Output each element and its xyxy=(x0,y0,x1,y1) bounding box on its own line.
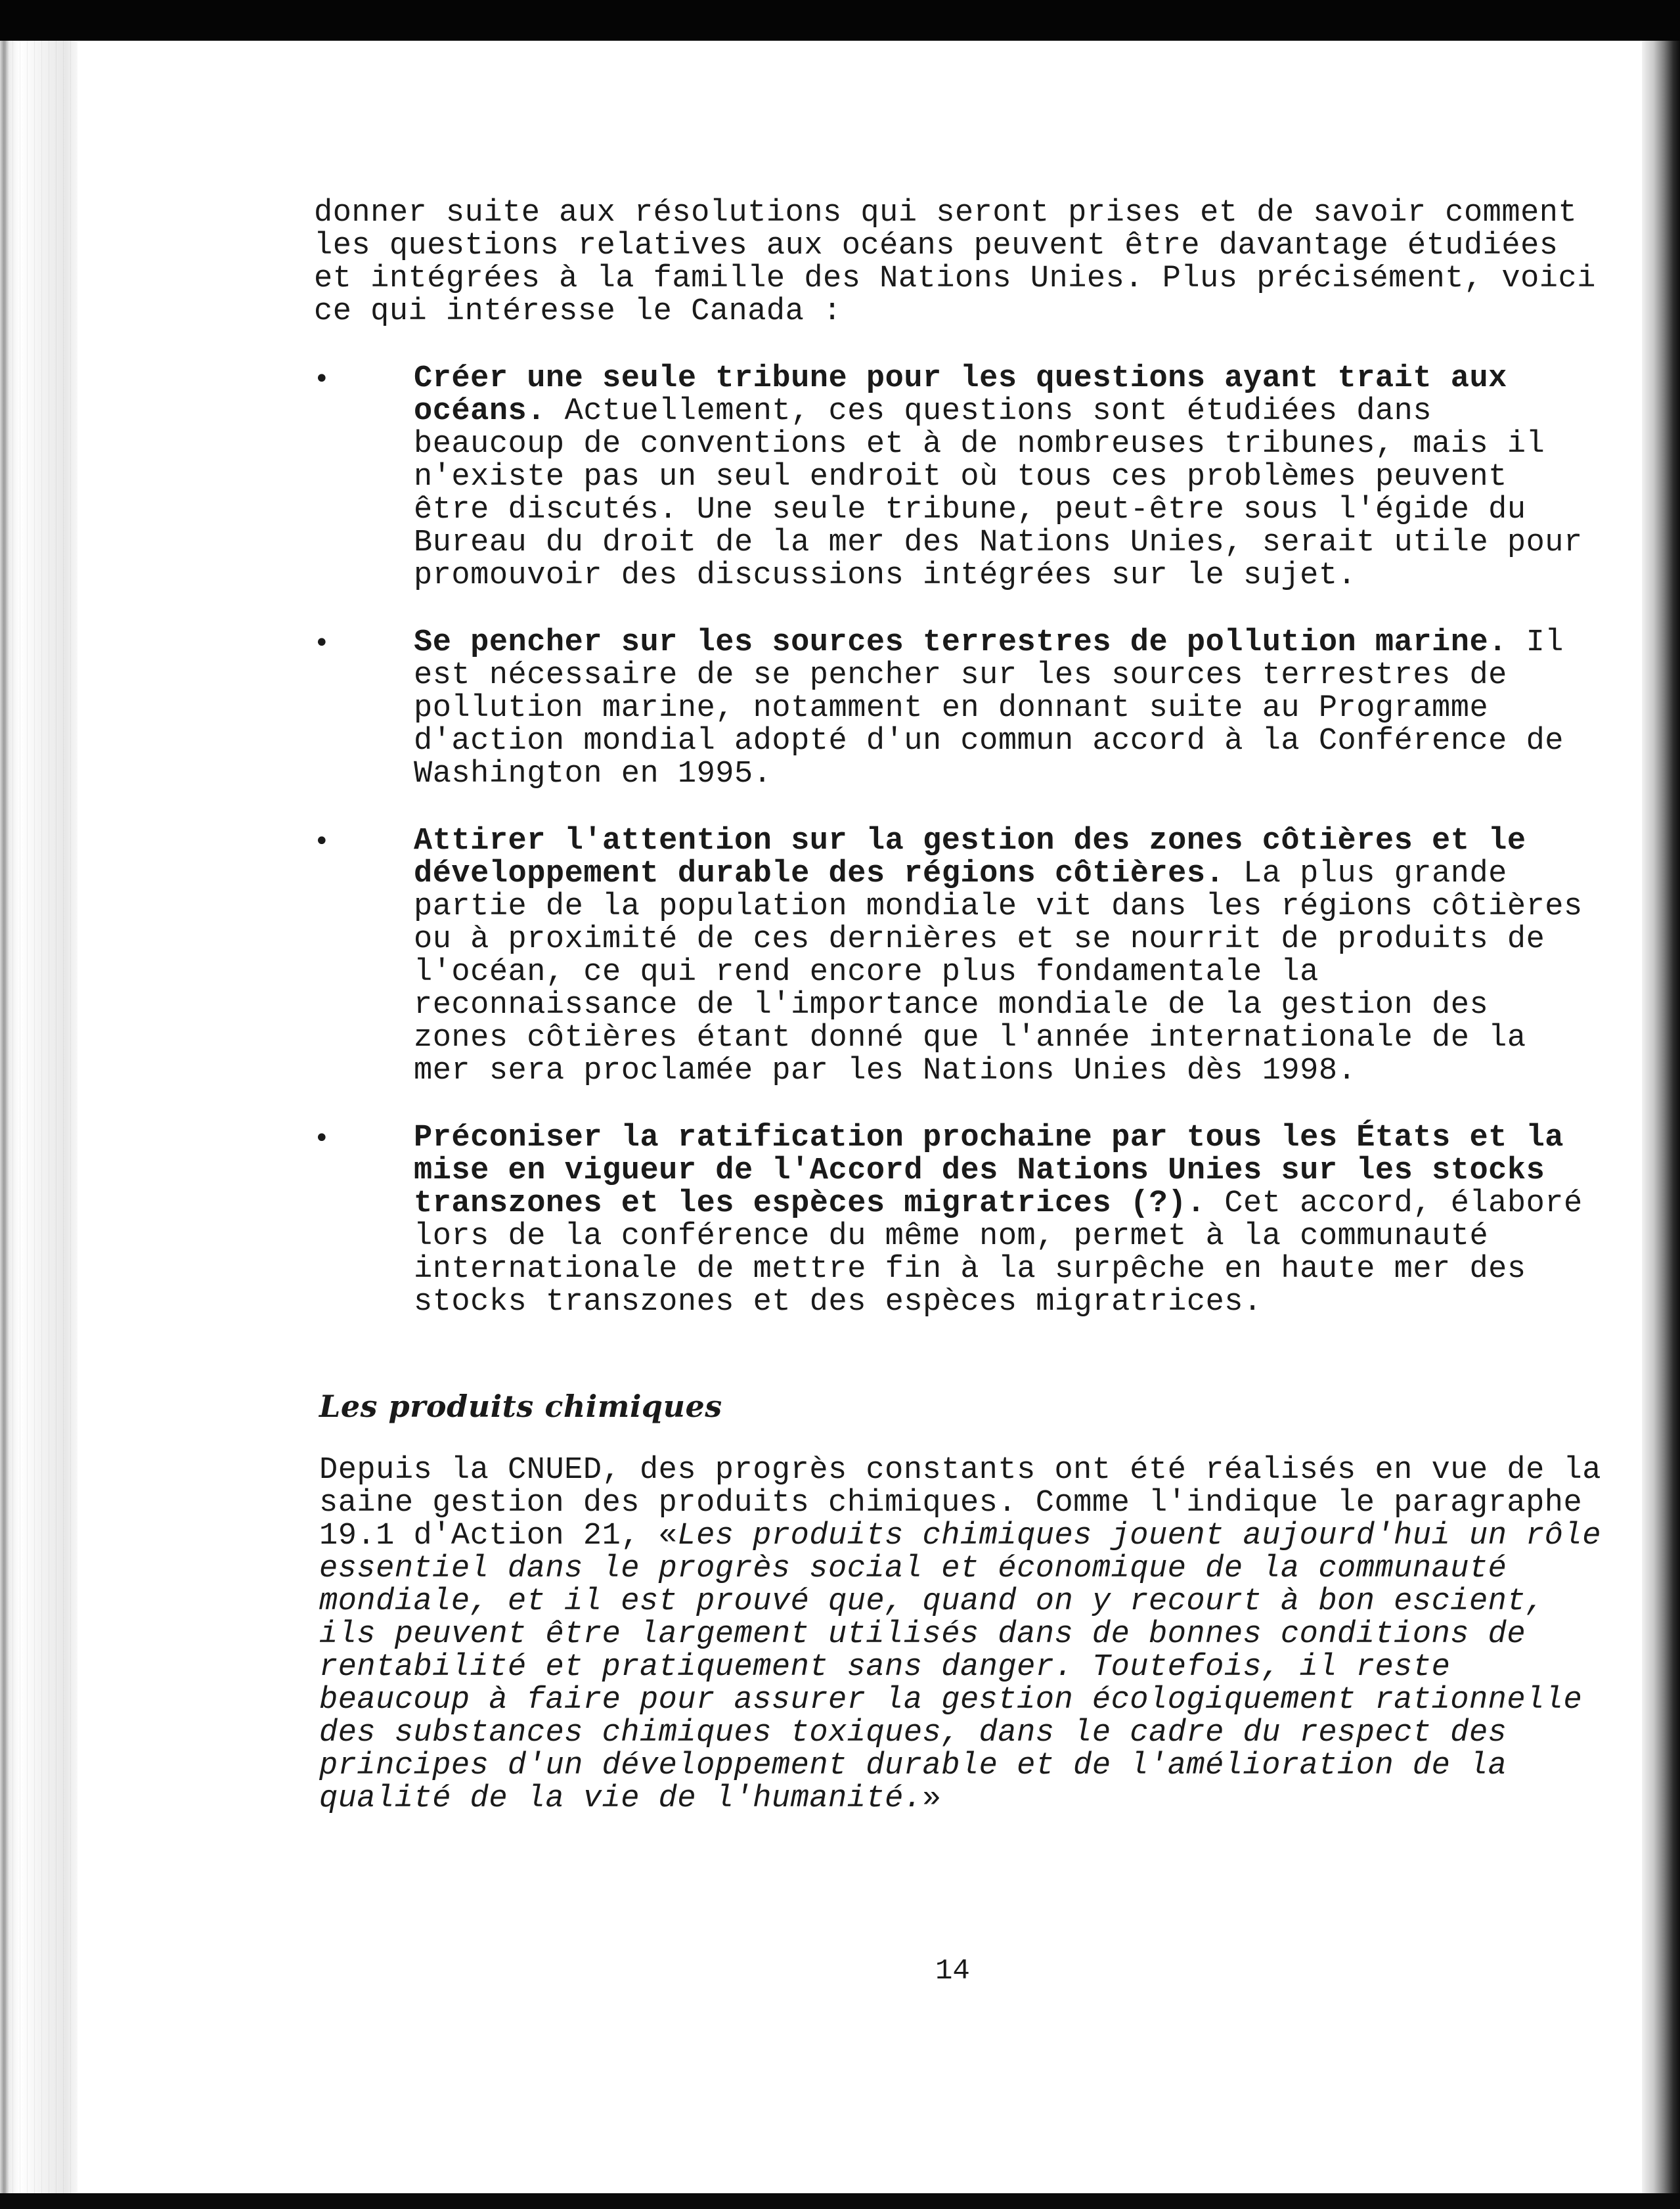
bullet-icon: • xyxy=(314,1123,330,1153)
section-heading: Les produits chimiques xyxy=(319,1389,722,1424)
page-content xyxy=(314,197,1601,1816)
closing-quote: » xyxy=(922,1781,942,1816)
bullet-item xyxy=(314,1122,1601,1319)
bullet-icon: • xyxy=(314,628,330,658)
scan-right-edge xyxy=(1642,41,1680,2209)
bullet-item xyxy=(314,825,1601,1088)
bullet-item xyxy=(314,363,1601,592)
bullet-lead: Créer une seule tribune pour les questions ayant trait aux océans. xyxy=(414,361,1507,429)
bullet-lead: Attirer l'attention sur la gestion des zones côtières et le développement durable des régions côtières. xyxy=(414,824,1526,891)
bullet-lead: Se pencher sur les sources terrestres de pollution marine. xyxy=(414,625,1507,660)
bullet-icon: • xyxy=(314,364,330,394)
scan-bottom-edge xyxy=(0,2193,1680,2209)
bullet-item xyxy=(314,627,1601,791)
intro-paragraph: donner suite aux résolutions qui seront prises et de savoir comment les questions relatives aux océans peuvent être davantage étudiées et intégrées à la famille des Nations Unies. Plus précisément, voici ce qui intéresse le Canada : xyxy=(314,196,1596,329)
bullet-icon: • xyxy=(314,826,330,857)
bullet-text: La plus grande partie de la population mondiale vit dans les régions côtières ou à proximité de ces dernières et se nourrit de produits de l'océan, ce qui rend encore plus fondamentale la reconnaissance de l'importance mondiale de la gestion des zones côtières étant donné que l'année internationale de la mer sera proclamée par les Nations Unies dès 1998. xyxy=(414,857,1583,1088)
section-paragraph xyxy=(319,1454,1601,1816)
bullet-text: Il est nécessaire de se pencher sur les sources terrestres de pollution marine, notamment en donnant suite au Programme d'action mondial adopté d'un commun accord à la Conférence de Washington en 1995. xyxy=(414,625,1564,792)
scan-page-edges xyxy=(5,41,77,2209)
scan-top-edge xyxy=(0,0,1680,41)
page-number: 14 xyxy=(935,1955,970,1988)
section-text: Depuis la CNUED, des progrès constants ont été réalisés en vue de la saine gestion des produits chimiques. Comme l'indique le paragraphe 19.1 d'Action 21, « xyxy=(319,1453,1601,1553)
bullet-lead: Préconiser la ratification prochaine par tous les États et la mise en vigueur de l'Accord des Nations Unies sur les stocks transzones et les espèces migratrices (?). xyxy=(414,1121,1564,1221)
bullet-text: Cet accord, élaboré lors de la conférence du même nom, permet à la communauté internationale de mettre fin à la surpêche en haute mer des stocks transzones et des espèces migratrices. xyxy=(414,1186,1583,1320)
quoted-text: Les produits chimiques jouent aujourd'hui un rôle essentiel dans le progrès social et économique de la communauté mondiale, et il est prouvé que, quand on y recourt à bon escient, ils peuvent être largement utilisés dans de bonnes conditions de rentabilité et pratiquement sans danger. Toutefois, il reste beaucoup à faire pour assurer la gestion écologiquement rationnelle des substances chimiques toxiques, dans le cadre du respect des principes d'un développement durable et de l'amélioration de la qualité de la vie de l'humanité. xyxy=(319,1519,1601,1816)
bullet-text: Actuellement, ces questions sont étudiées dans beaucoup de conventions et à de nombreuses tribunes, mais il n'existe pas un seul endroit où tous ces problèmes peuvent être discutés. Une seule tribune, peut-être sous l'égide du Bureau du droit de la mer des Nations Unies, serait utile pour promouvoir des discussions intégrées sur le sujet. xyxy=(414,394,1583,593)
bullet-list xyxy=(314,363,1601,1319)
